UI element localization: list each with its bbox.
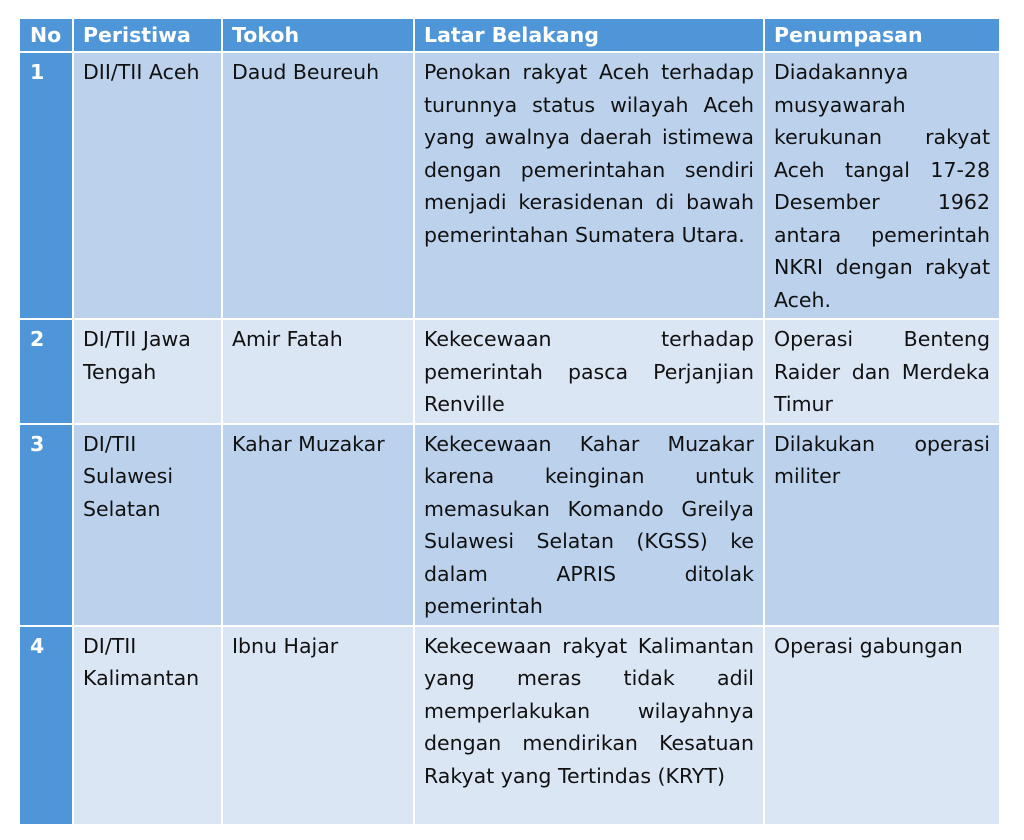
- table-row: [19, 319, 1000, 424]
- cell-peristiwa: DI/TII Jawa Tengah: [73, 319, 222, 424]
- table-row: [19, 424, 1000, 626]
- cell-penumpasan: Operasi Benteng Raider dan Merdeka Timur: [764, 319, 1000, 424]
- cell-peristiwa: DII/TII Aceh: [73, 52, 222, 319]
- history-table: [18, 17, 1001, 826]
- history-table-container: [18, 17, 999, 826]
- row-number: 2: [19, 319, 73, 424]
- cell-latar-belakang: Penokan rakyat Aceh terhadap turunnya status wilayah Aceh yang awalnya daerah istimewa dengan pemerintahan sendiri menjadi kerasidenan di bawah pemerintahan Sumatera Utara.: [414, 52, 764, 319]
- cell-latar-belakang: Kekecewaan Kahar Muzakar karena keinginan untuk memasukan Komando Greilya Sulawesi Selatan (KGSS) ke dalam APRIS ditolak pemerintah: [414, 424, 764, 626]
- table-row: [19, 52, 1000, 319]
- header-penumpasan: Penumpasan: [764, 18, 1000, 52]
- cell-tokoh: Ibnu Hajar: [222, 626, 414, 825]
- row-number: 4: [19, 626, 73, 825]
- cell-peristiwa: DI/TII Kalimantan: [73, 626, 222, 825]
- header-tokoh: Tokoh: [222, 18, 414, 52]
- row-number: 1: [19, 52, 73, 319]
- cell-peristiwa: DI/TII Sulawesi Selatan: [73, 424, 222, 626]
- header-peristiwa: Peristiwa: [73, 18, 222, 52]
- cell-tokoh: Amir Fatah: [222, 319, 414, 424]
- header-no: No: [19, 18, 73, 52]
- cell-penumpasan: Diadakannya musyawarah kerukunan rakyat Aceh tangal 17-28 Desember 1962 antara pemerintah NKRI dengan rakyat Aceh.: [764, 52, 1000, 319]
- cell-penumpasan: Dilakukan operasi militer: [764, 424, 1000, 626]
- row-number: 3: [19, 424, 73, 626]
- cell-tokoh: Kahar Muzakar: [222, 424, 414, 626]
- table-header-row: [19, 18, 1000, 52]
- header-latar-belakang: Latar Belakang: [414, 18, 764, 52]
- cell-latar-belakang: Kekecewaan rakyat Kalimantan yang meras tidak adil memperlakukan wilayahnya dengan mendirikan Kesatuan Rakyat yang Tertindas (KRYT): [414, 626, 764, 825]
- cell-tokoh: Daud Beureuh: [222, 52, 414, 319]
- cell-latar-belakang: Kekecewaan terhadap pemerintah pasca Perjanjian Renville: [414, 319, 764, 424]
- cell-penumpasan: Operasi gabungan: [764, 626, 1000, 825]
- table-row: [19, 626, 1000, 825]
